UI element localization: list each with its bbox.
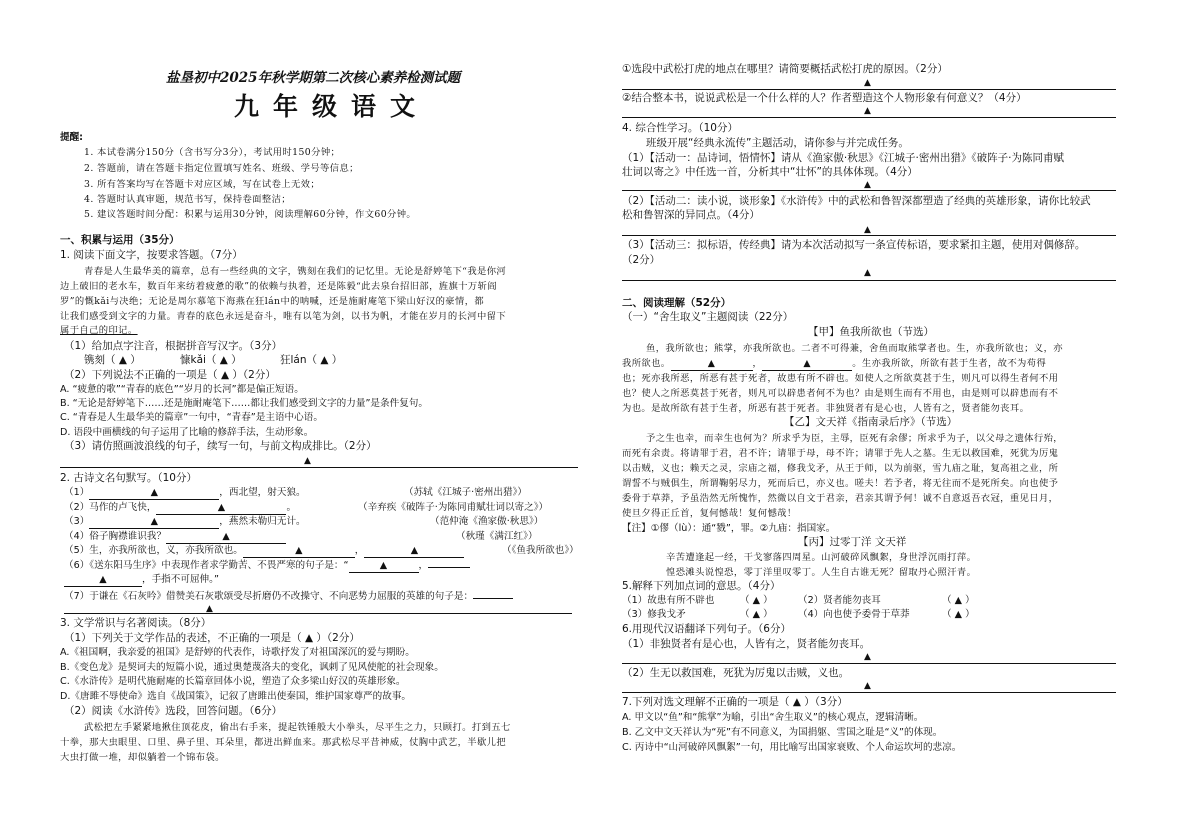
q2-line6a: （6）《送东阳马生序》中表现作者求学勤苦、不畏严寒的句子是：“ ▲ ，	[64, 559, 470, 573]
answer-triangle: ▲	[803, 358, 811, 369]
yi-text-line: 予之生也幸，而幸生也何为？所求乎为臣，主辱，臣死有余僇；所求乎为子，以父母之遗体行殆，	[646, 433, 1063, 444]
answer-triangle: ▲	[217, 502, 226, 513]
bing-poem-line: 辛苦遭逢起一经，干戈寥落四周星。山河破碎风飘絮，身世浮沉雨打萍。	[666, 552, 977, 563]
passage-bing-title: 【丙】过零丁洋 文天祥	[798, 536, 907, 548]
q5-blank: （ ▲ ）	[942, 609, 975, 620]
blank	[166, 530, 286, 544]
q3-passage-line: 大虫打做一堆，却似躺着一个锦布袋。	[60, 752, 225, 763]
q6-stem: 6.用现代汉语翻译下列句子。（6分）	[622, 623, 791, 635]
blank	[364, 544, 464, 558]
q2-line	[64, 486, 306, 500]
q6-sentence-2: （2）生无以救国难，死犹为厉鬼以击贼，义也。	[622, 667, 850, 679]
q2-line-tail: ，燕然未勒归无计。	[219, 516, 306, 527]
blank	[762, 357, 852, 371]
q4-activity1: 壮词以寄之》中任选一首，分析其中“壮怀”的具体体现。（4分）	[622, 166, 918, 178]
q1-option: D. 语段中画横线的句子运用了比喻的修辞手法，生动形象。	[60, 427, 314, 438]
tip-item: 2. 答题前，请在答题卡指定位置填写姓名、班级、学号等信息；	[84, 163, 359, 174]
q1-stem: 1. 阅读下面文字，按要求答题。（7分）	[60, 249, 243, 261]
q2-line-lead: （3）	[64, 516, 90, 527]
q4-activity3: （2分）	[622, 254, 661, 266]
answer-triangle: ▲	[864, 180, 871, 190]
q1-sub1: （1）给加点字注音，根据拼音写汉字。（3分）	[64, 340, 283, 352]
answer-triangle: ▲	[222, 531, 230, 542]
reading-question-1: ①选段中武松打虎的地点在哪里？请简要概括武松打虎的原因。（2分）	[622, 63, 948, 75]
jia-text-tail: 。生亦我所欲，所欲有甚于生者，故不为苟得	[852, 358, 1047, 369]
q2-source: （范仲淹《渔家傲·秋思》）	[430, 516, 544, 527]
answer-triangle: ▲	[864, 106, 871, 116]
q2-line: （5）生，亦我所欲也，义，亦我所欲也。 ▲ ， ▲	[64, 544, 464, 558]
answer-line	[622, 663, 1116, 664]
q3-option: A.《祖国啊，我亲爱的祖国》是舒婷的代表作，诗歌抒发了对祖国深沉的爱与期盼。	[60, 647, 415, 658]
section2-heading: 二、阅读理解（52分）	[622, 297, 732, 309]
q5-item: （2）贤者能勿丧耳	[798, 595, 881, 606]
answer-triangle: ▲	[150, 516, 158, 527]
q1-passage-line: 让我们感受到文字的力量。青春的底色永远是奋斗，唯有以笔为剑，以书为帆，才能在岁月的长河中留下	[60, 311, 507, 322]
answer-triangle: ▲	[864, 78, 871, 88]
q2-line7	[64, 590, 513, 603]
q3-sub2: （2）阅读《水浒传》选段，回答问题。（6分）	[64, 705, 283, 717]
q2-source: （辛弃疾《破阵子·为陈同甫赋壮词以寄之》）	[358, 502, 549, 513]
passage-jia-title: 【甲】鱼我所欲也（节选）	[808, 326, 934, 338]
q1-option: B. “无论是舒婷笔下……还是施耐庵笔下……都让我们感受到文字的力量”是条件复句。	[60, 398, 428, 409]
q2-line6b	[64, 573, 219, 587]
q2-line6-tail: ，手指不可屈伸。”	[142, 574, 219, 585]
q7-option: B. 乙文中文天祥认为“死”有不同意义，为国捐躯、雪国之耻是“义”的体现。	[622, 727, 943, 738]
jia-text-lead: 我所欲也。	[622, 358, 671, 369]
q5-blank: （ ▲ ）	[740, 609, 773, 620]
q4-activity3: （3）【活动三：拟标语，传经典】请为本次活动拟写一条宣传标语，要求紧扣主题，使用对偶修辞。	[622, 239, 1086, 251]
q1-option: C. “青春是人生最华美的篇章”一句中，“青春”是主语中心语。	[60, 412, 323, 423]
q2-line7-text: （7）于谦在《石灰吟》借赞美石灰歌颂受尽折磨仍不改操守、不向恶势力屈服的英雄的句子是：	[64, 591, 474, 602]
q4-activity2: （2）【活动二：读小说，谈形象】《水浒传》中的武松和鲁智深都塑造了经典的英雄形象，请你比较武	[622, 195, 1091, 207]
yi-text-line: 谓誓不与贼俱生，所谓鞠躬尽力，死而后已，亦义也。嗟夫！若予者，将无往而不是死所矣。向也使予	[622, 478, 1059, 489]
q2-line	[64, 501, 296, 515]
q1-passage-line: 属于自己的印记。	[60, 325, 138, 336]
q1-passage-line: 青春是人生最华美的篇章，总有一些经典的文字，镌刻在我们的记忆里。无论是舒婷笔下“我是你河	[84, 266, 507, 277]
q5-blank: （ ▲ ）	[942, 595, 975, 606]
answer-line	[60, 467, 578, 468]
q3-option: B.《变色龙》是契诃夫的短篇小说，通过奥楚蔑洛夫的变化，讽刺了见风使舵的社会现象。	[60, 662, 444, 673]
q2-line-tail: ，西北望，射天狼。	[219, 487, 306, 498]
q2-line-lead: （4）俗子胸襟谁识我？	[64, 531, 167, 542]
q1-sub1-item: 狂lán（ ▲ ）	[280, 354, 343, 366]
q7-option: A. 甲文以“鱼”和“熊掌”为喻，引出“舍生取义”的核心观点，逻辑清晰。	[622, 712, 924, 723]
q4-stem: 4. 综合性学习。（10分）	[622, 122, 738, 134]
answer-triangle: ▲	[864, 225, 871, 235]
answer-line	[622, 89, 1116, 90]
answer-triangle: ▲	[150, 487, 158, 498]
exam-header-title: 盐垦初中2025年秋学期第二次核心素养检测试题	[166, 70, 461, 86]
answer-line	[622, 235, 1116, 236]
q2-source: （秋瑾《满江红》）	[456, 531, 538, 542]
jia-text-line: 为也。是故所欲有甚于生者，所恶有甚于死者。非独贤者有是心也，人皆有之，贤者能勿丧耳。	[622, 403, 1030, 414]
q2-source: （苏轼《江城子·密州出猎》）	[404, 487, 527, 498]
blank	[156, 501, 286, 515]
blank	[473, 598, 513, 599]
blank	[89, 486, 219, 500]
q1-option: A. “疲惫的歌”“青春的底色”“岁月的长河”都是偏正短语。	[60, 384, 304, 395]
blank	[671, 357, 753, 371]
q5-item: （4）向也使予委骨于草莽	[798, 609, 910, 620]
blank	[89, 515, 219, 529]
answer-triangle: ▲	[864, 681, 871, 691]
q1-sub3: （3）请仿照画波浪线的句子，续写一句，与前文构成排比。（2分）	[64, 440, 377, 452]
q2-stem: 2. 古诗文名句默写。（10分）	[60, 472, 197, 484]
answer-line	[622, 692, 1116, 693]
q3-passage-line: 武松把左手紧紧地揪住顶花皮，偷出右手来，提起铁锤般大小拳头，尽平生之力，只顾打。打到五七	[84, 722, 511, 733]
q1-sub2: （2）下列说法不正确的一项是（ ▲ ）（2分）	[64, 369, 276, 381]
q3-stem: 3. 文学常识与名著阅读。（8分）	[60, 617, 212, 629]
answer-triangle: ▲	[379, 560, 388, 571]
q1-passage-line: 边上破旧的老水车，数百年来纺着疲惫的歌”的依赖与执着，还是陈毅“此去泉台招旧部，旌旗十万斩阎	[60, 281, 497, 292]
q5-blank: （ ▲ ）	[740, 595, 773, 606]
q5-stem: 5.解释下列加点词的意思。（4分）	[622, 580, 781, 592]
jia-text-line: 鱼，我所欲也；熊掌，亦我所欲也。二者不可得兼，舍鱼而取熊掌者也。生，亦我所欲也；义，亦	[646, 343, 1063, 354]
blank	[243, 544, 355, 558]
jia-text-line: 也？使人之所恶莫甚于死者，则凡可以辟患者何不为也？由是则生而有不用也，由是则可以辟患而有不	[622, 388, 1059, 399]
answer-triangle: ▲	[304, 456, 311, 466]
jia-text-line: 我所欲也。 ▲ ， ▲ 。生亦我所欲，所欲有甚于生者，故不为苟得	[622, 358, 1047, 369]
q4-activity1: （1）【活动一：品诗词，悟情怀】请从《渔家傲·秋思》《江城子·密州出猎》《破阵子·为陈同甫赋	[622, 152, 1064, 164]
answer-triangle: ▲	[864, 652, 871, 662]
reading-question-2: ②结合整本书，说说武松是一个什么样的人？作者塑造这个人物形象有何意义？（4分）	[622, 92, 1027, 104]
q2-line-lead: （5）生，亦我所欲也，义，亦我所欲也。	[64, 545, 243, 556]
bing-poem-line: 惶恐滩头说惶恐，零丁洋里叹零丁。人生自古谁无死？留取丹心照汗青。	[666, 567, 977, 578]
q3-option: D.《唐雎不辱使命》选自《战国策》，记叙了唐雎出使秦国，维护国家尊严的故事。	[60, 691, 412, 702]
q1-sub1-item: 镌刻（ ▲ ）	[84, 354, 141, 366]
q2-line6-lead: （6）《送东阳马生序》中表现作者求学勤苦、不畏严寒的句子是：“	[64, 560, 349, 571]
q2-line	[64, 515, 306, 529]
q5-item: （3）修我戈矛	[622, 609, 686, 620]
part1-heading: （一）“舍生取义”主题阅读（22分）	[622, 311, 794, 323]
q6-sentence-1: （1）非独贤者有是心也，人皆有之，贤者能勿丧耳。	[622, 638, 871, 650]
q1-sub1-item: 慷kǎi（ ▲ ）	[180, 354, 242, 366]
q7-stem: 7.下列对选文理解不正确的一项是（ ▲ ）（3分）	[622, 696, 848, 708]
passage-yi-title: 【乙】文天祥《指南录后序》（节选）	[784, 416, 958, 428]
section1-heading: 一、积累与运用（35分）	[60, 234, 180, 246]
answer-triangle: ▲	[99, 574, 107, 585]
yi-text-line: 委骨于草莽，予虽浩然无所愧怍，然微以自文于君亲，君亲其谓予何！诚不自意返吾衣冠，重见日月，	[622, 493, 1059, 504]
answer-triangle: ▲	[410, 545, 419, 556]
q1-passage-line: 罗”的慨kǎi与决绝；无论是周尔慕笔下海燕在狂lán中的呐喊，还是施耐庵笔下梁山好汉的豪情，都	[60, 296, 485, 307]
answer-line	[622, 280, 1116, 281]
q3-option: C.《水浒传》是明代施耐庵的长篇章回体小说，塑造了众多梁山好汉的英雄形象。	[60, 676, 406, 687]
blank	[64, 573, 142, 587]
tip-item: 4. 答题时认真审题，规范书写，保持卷面整洁；	[84, 194, 291, 205]
answer-triangle: ▲	[707, 358, 716, 369]
yi-text-line: 使旦夕得正丘首，复何憾哉！复何憾哉！	[622, 508, 797, 519]
blank	[428, 567, 470, 568]
annotation-note: 【注】①僇（lù）：通“戮”，罪。②九庙：指国家。	[622, 523, 836, 534]
answer-line	[622, 190, 1116, 191]
jia-text-line: 也；死亦我所恶，所恶有甚于死者，故患有所不辟也。如使人之所欲莫甚于生，则凡可以得生者何不用	[622, 373, 1059, 384]
q2-line-tail: 。	[286, 502, 297, 513]
q2-source: （《鱼我所欲也》）	[502, 545, 579, 556]
tips-label: 提醒:	[60, 132, 84, 143]
yi-text-line: 而死有余责。将请罪于君，君不许；请罪于母，母不许；请罪于先人之墓。生无以救国难，死犹为厉鬼	[622, 448, 1059, 459]
q2-line-lead: （1）	[64, 487, 90, 498]
q2-line	[64, 530, 286, 544]
answer-triangle: ▲	[295, 545, 303, 556]
q2-line-lead: （2）马作的卢飞快，	[64, 502, 157, 513]
answer-triangle: ▲	[206, 604, 213, 614]
tip-item: 1. 本试卷满分150分（含书写分3分），考试用时150分钟；	[84, 147, 341, 158]
q3-sub1: （1）下列关于文学作品的表述，不正确的一项是（ ▲ ）（2分）	[64, 632, 360, 644]
yi-text-line: 以击贼，义也；赖天之灵，宗庙之福，修我戈矛，从王于师，以为前驱，雪九庙之耻，复高祖之业，所	[622, 463, 1059, 474]
q4-activity2: 松和鲁智深的异同点。（4分）	[622, 209, 760, 221]
answer-line	[64, 613, 572, 614]
q5-item: （1）故患有所不辟也	[622, 595, 715, 606]
q3-passage-line: 十拳，那大虫眼里、口里、鼻子里、耳朵里，都迸出鲜血来。那武松尽平昔神威，仗胸中武艺，半歇儿把	[60, 737, 507, 748]
answer-triangle: ▲	[864, 268, 871, 278]
q4-intro: 班级开展“经典永流传”主题活动，请你参与并完成任务。	[646, 137, 909, 149]
blank	[349, 559, 419, 573]
answer-line	[622, 117, 1116, 118]
q7-option: C. 丙诗中“山河破碎风飘絮”一句，用比喻写出国家衰败、个人命运坎坷的悲凉。	[622, 742, 962, 753]
tip-item: 5. 建议答题时间分配：积累与运用30分钟，阅读理解60分钟，作文60分钟。	[84, 209, 417, 220]
subject-title: 九年级语文	[234, 92, 430, 121]
tip-item: 3. 所有答案均写在答题卡对应区域，写在试卷上无效；	[84, 179, 321, 190]
